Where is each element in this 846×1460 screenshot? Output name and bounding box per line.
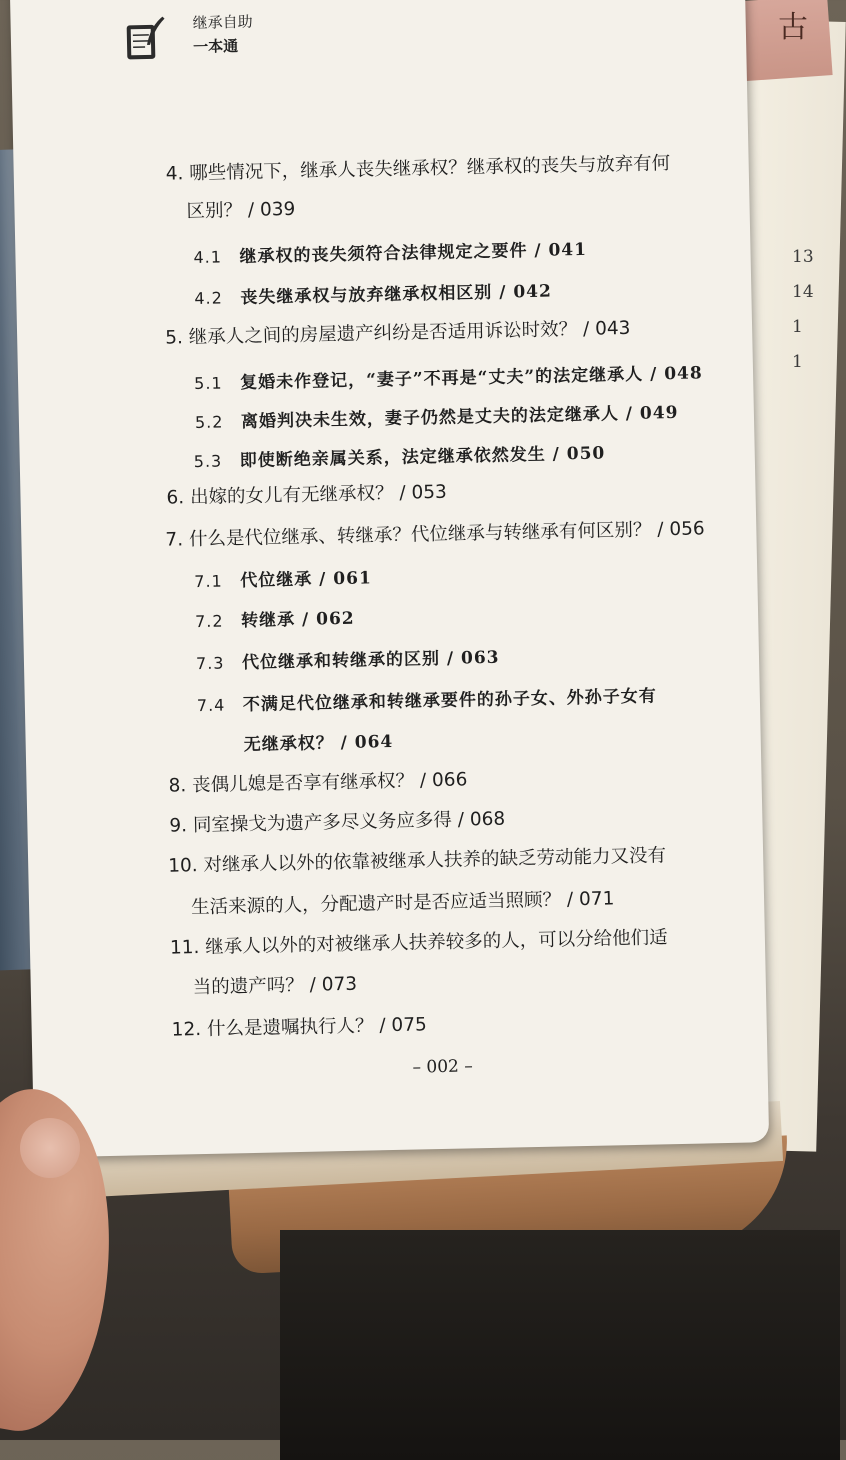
- toc-subentry-text: 继承权的丧失须符合法律规定之要件 / 041: [239, 240, 587, 267]
- background-book-character: 古: [778, 2, 808, 46]
- toc-subentry: [197, 681, 657, 716]
- toc-subentry-number: 5.3: [194, 451, 240, 471]
- background-page-number: 13: [792, 240, 814, 275]
- scroll-quill-icon: [122, 15, 167, 64]
- toc-subentry-continuation: 无继承权？ / 064: [243, 727, 393, 755]
- toc-subentry-text: 丧失继承权与放弃继承权相区别 / 042: [240, 282, 552, 309]
- toc-subentry-text: 代位继承和转继承的区别 / 063: [242, 648, 500, 673]
- toc-subentry-number: 7.2: [195, 611, 241, 631]
- toc-subentry-text: 即使断绝亲属关系，法定继承依然发生 / 050: [240, 443, 606, 471]
- toc-entry: 5. 继承人之间的房屋遗产纠纷是否适用诉讼时效？ / 043: [165, 314, 631, 350]
- background-page-number: 1: [792, 310, 814, 345]
- toc-subentry-number: 5.2: [195, 412, 241, 432]
- toc-entry: 9. 同室操戈为遗产多尽义务应多得 / 068: [169, 805, 505, 838]
- toc-entry-continuation: 区别？ / 039: [186, 195, 295, 223]
- toc-entry-continuation: 当的遗产吗？ / 073: [193, 970, 358, 999]
- toc-subentry-text: 离婚判决未生效，妻子仍然是丈夫的法定继承人 / 049: [241, 403, 679, 432]
- toc-subentry: [193, 235, 587, 268]
- toc-subentry-text: 转继承 / 062: [241, 609, 355, 631]
- thumbnail: [20, 1118, 80, 1178]
- background-page-number: 14: [792, 275, 814, 310]
- toc-subentry-number: 7.1: [194, 571, 240, 591]
- background-page-numbers: [792, 240, 814, 380]
- toc-subentry: [195, 604, 355, 632]
- toc-subentry: [195, 398, 679, 433]
- toc-subentry-text: 代位继承 / 061: [240, 568, 372, 591]
- table-of-contents: [165, 148, 725, 160]
- page-number: – 002 –: [412, 1056, 473, 1077]
- book-page: [10, 0, 769, 1158]
- toc-entry: 7. 什么是代位继承、转继承？代位继承与转继承有何区别？ / 056: [165, 514, 705, 551]
- book-series-title: 继承自助: [192, 11, 252, 33]
- toc-subentry: [196, 643, 500, 674]
- toc-subentry-number: 5.1: [194, 373, 240, 393]
- toc-subentry: [194, 358, 703, 394]
- toc-entry: 12. 什么是遗嘱执行人？ / 075: [171, 1010, 427, 1041]
- toc-subentry-text: 不满足代位继承和转继承要件的孙子女、外孙子女有: [243, 686, 657, 715]
- toc-entry-continuation: 生活来源的人，分配遗产时是否应适当照顾？ / 071: [191, 884, 615, 919]
- toc-subentry: [193, 438, 605, 472]
- toc-entry: 11. 继承人以外的对被继承人扶养较多的人，可以分给他们适: [170, 923, 668, 959]
- toc-entry: 6. 出嫁的女儿有无继承权？ / 053: [166, 478, 447, 510]
- toc-entry: 10. 对继承人以外的依靠被继承人扶养的缺乏劳动能力又没有: [168, 841, 666, 877]
- background-page-number: 1: [792, 345, 814, 380]
- toc-subentry-number: 7.3: [196, 653, 242, 673]
- toc-subentry: [194, 563, 372, 592]
- toc-subentry-text: 复婚未作登记，“妻子”不再是“丈夫”的法定继承人 / 048: [240, 363, 703, 393]
- toc-entry: 8. 丧偶儿媳是否享有继承权？ / 066: [168, 765, 467, 797]
- toc-entry: 4. 哪些情况下，继承人丧失继承权？继承权的丧失与放弃有何: [165, 149, 670, 186]
- floor: [280, 1230, 840, 1460]
- book-series-subtitle: 一本通: [193, 35, 238, 57]
- toc-subentry-number: 4.1: [193, 247, 239, 267]
- toc-subentry-number: 4.2: [194, 288, 240, 308]
- toc-subentry: [194, 277, 552, 309]
- toc-subentry-number: 7.4: [197, 695, 243, 715]
